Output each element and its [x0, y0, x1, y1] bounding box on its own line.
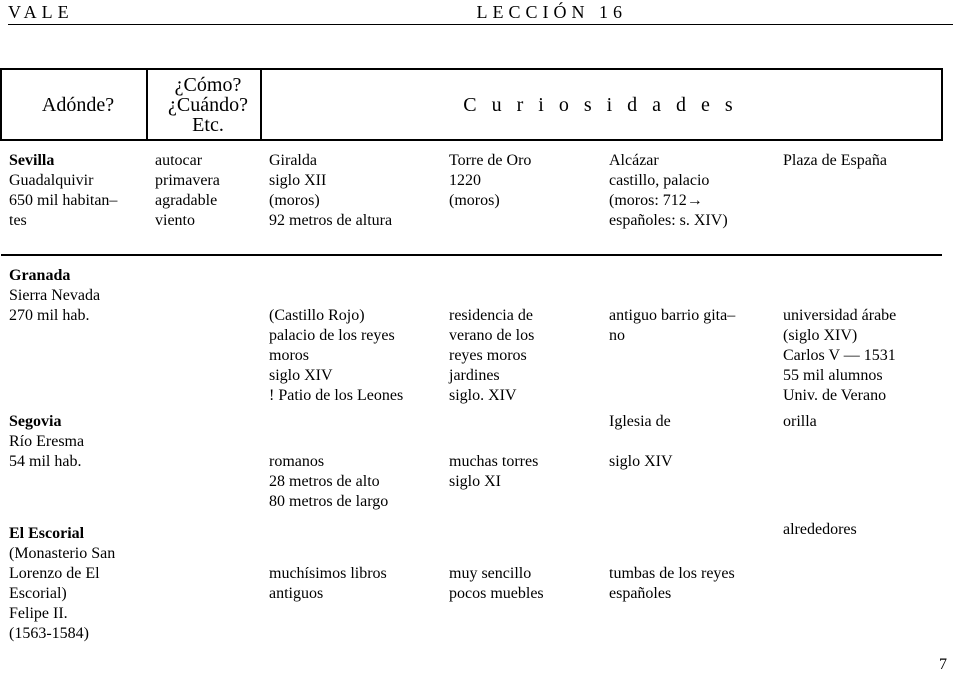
- col-header-como: ¿Cómo? ¿Cuándo? Etc.: [147, 69, 261, 140]
- curiosity-cell: muy sencillo pocos muebles: [449, 565, 544, 602]
- table-row: [1, 406, 942, 520]
- table-row: [1, 520, 942, 650]
- header-rule: [8, 24, 953, 25]
- place-cell: El Escorial (Monasterio San Lorenzo de El Escorial) Felipe II. (1563-1584): [9, 525, 116, 642]
- curiosity-cell: muchas torres siglo XI: [449, 453, 539, 490]
- curiosity-cell: Giralda siglo XII (moros) 92 metros de altura: [269, 152, 393, 229]
- header-right: LECCIÓN 16: [476, 2, 627, 22]
- curiosity-cell: (Castillo Rojo) palacio de los reyes moros siglo XIV ! Patio de los Leones: [261, 255, 441, 406]
- header-left: VALE: [8, 2, 74, 22]
- curiosity-cell: antiguo barrio gita– no: [601, 255, 775, 406]
- page-number: 7: [939, 656, 947, 673]
- curiosity-cell: muchísimos libros antiguos: [269, 565, 387, 602]
- como-cell: autocar primavera agradable viento: [155, 152, 220, 229]
- curiosity-cell: Iglesia de siglo XIV: [609, 413, 673, 470]
- place-cell: Segovia Río Eresma 54 mil hab.: [9, 413, 85, 470]
- curiosity-cell: orilla: [783, 413, 817, 430]
- curiosity-cell: residencia de verano de los reyes moros jardines siglo. XIV: [441, 255, 601, 406]
- curiosity-cell: alrededores: [783, 521, 857, 538]
- table-row: [1, 140, 942, 255]
- col-header-curiosidades: Curiosidades: [261, 69, 942, 140]
- como-cell: [147, 255, 261, 406]
- table-header-row: [1, 69, 942, 140]
- col-header-adonde: Adónde?: [1, 69, 147, 140]
- curiosity-cell: Torre de Oro 1220 (moros): [449, 152, 532, 209]
- table-row: [1, 255, 942, 406]
- curiosity-cell: romanos 28 metros de alto 80 metros de largo: [269, 453, 389, 510]
- curiosity-cell: tumbas de los reyes españoles: [609, 565, 735, 602]
- curiosity-cell: Plaza de España: [783, 152, 887, 169]
- curiosity-cell: universidad árabe (siglo XIV) Carlos V — 1531 55 mil alumnos Univ. de Verano: [775, 255, 942, 406]
- como-cell: [147, 520, 261, 650]
- place-cell: Sevilla Guadalquivir 650 mil habitan– tes: [9, 152, 118, 229]
- lesson-table: [0, 68, 943, 650]
- page-header: [8, 0, 951, 24]
- como-cell: [147, 406, 261, 520]
- place-cell: Granada Sierra Nevada 270 mil hab.: [1, 255, 147, 406]
- curiosity-cell: Alcázar castillo, palacio (moros: 712→ españoles: s. XIV): [609, 152, 728, 229]
